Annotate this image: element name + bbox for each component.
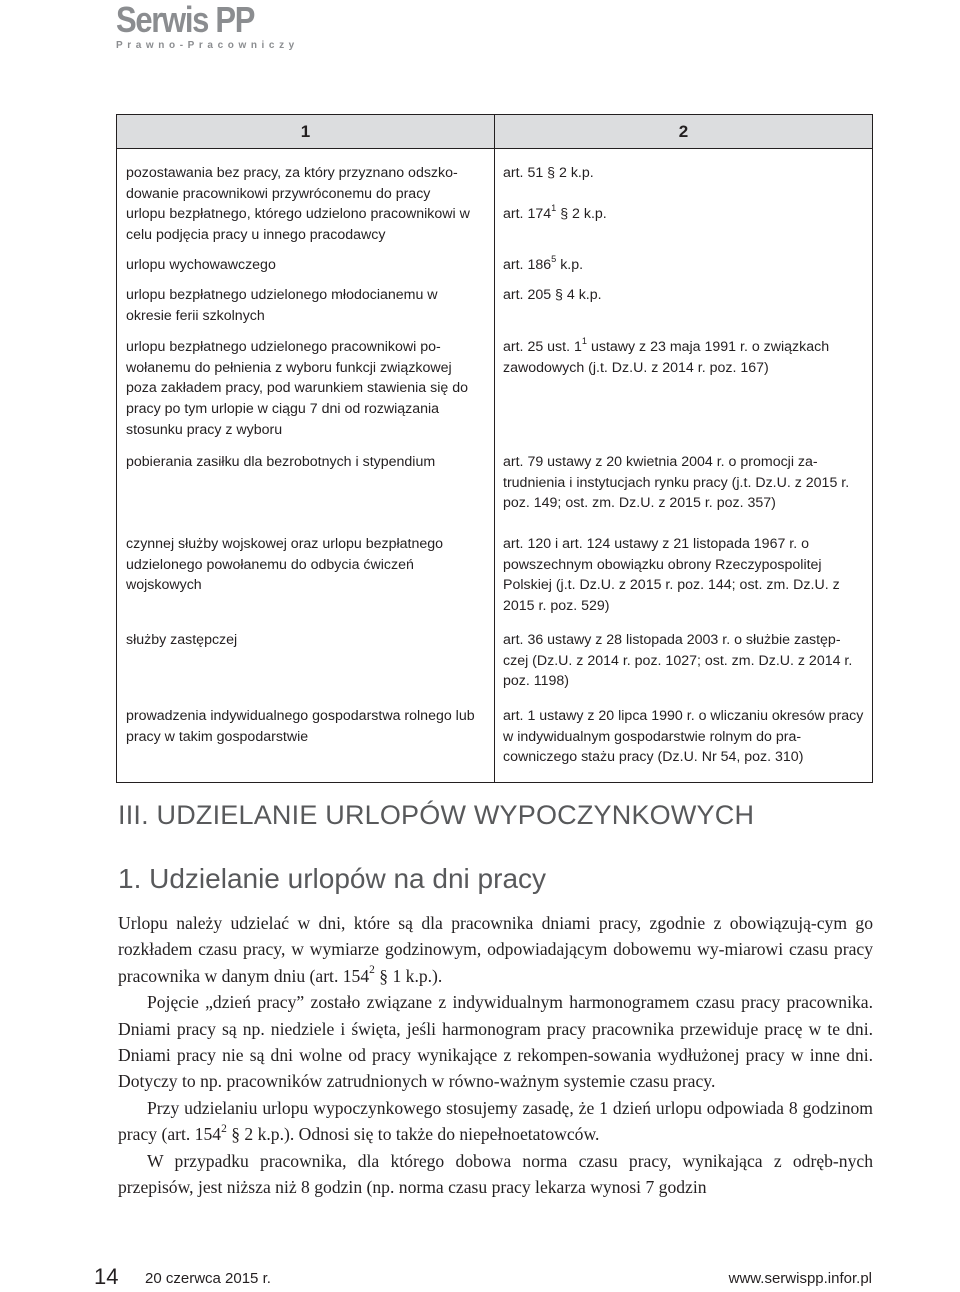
superscript: 1 (551, 203, 557, 214)
table-row (117, 245, 873, 276)
table-row (117, 204, 873, 245)
paragraph-text-end: § 1 k.p.). (374, 965, 443, 986)
legal-basis-text: art. 186 (503, 257, 552, 274)
paragraph (118, 910, 873, 989)
paragraph-text: Urlopu należy udzielać w dni, które są dla pracownika dniami pracy, zgodnie z obowiązują-cym go rozkładem czasu pracy, w wymiarze godzinowym, odpowiadającym dobowemu wy-miarowi czasu pracy pracownika w danym dniu (art. 154 (118, 913, 873, 986)
superscript: 2 (369, 964, 375, 977)
legal-basis-text: art. 25 ust. 1 (503, 339, 582, 356)
period-cell: służby zastępczej (117, 616, 495, 692)
period-cell: urlopu bezpłatnego, którego udzielono pracownikowi w celu podjęcia pracy u innego pracodawcy (117, 204, 495, 245)
paragraph: W przypadku pracownika, dla którego dobowa norma czasu pracy, wynikająca z odręb-nych przepisów, jest niższa niż 8 godzin (np. norma czasu pracy lekarza wynosi 7 godzin (118, 1150, 873, 1198)
legal-basis-cell (495, 149, 873, 205)
table-row (117, 514, 873, 616)
periods-table (116, 114, 873, 783)
period-cell: prowadzenia indywidualnego gospodarstwa rolnego lub pracy w takim gospodarstwie (117, 692, 495, 782)
legal-basis-cell (495, 692, 873, 782)
logo-subtitle: Prawno-Pracowniczy (116, 40, 299, 51)
legal-basis-cell (495, 276, 873, 326)
website-url: www.serwispp.infor.pl (728, 1270, 872, 1287)
legal-basis-cell (495, 616, 873, 692)
legal-basis-text: art. 174 (503, 206, 552, 223)
table-row (117, 326, 873, 440)
legal-basis-text-end: § 2 k.p. (556, 206, 607, 223)
period-cell: pozostawania bez pracy, za który przyznano odszko-dowanie pracownikowi przywróconemu do pracy (117, 149, 495, 205)
column-header-2: 2 (495, 115, 873, 149)
period-cell: urlopu wychowawczego (117, 245, 495, 276)
logo-title: Serwis PP (116, 0, 255, 40)
legal-basis-cell (495, 326, 873, 440)
table-row (117, 692, 873, 782)
table-row (117, 440, 873, 514)
table-row (117, 276, 873, 326)
paragraph-text: Przy udzielaniu urlopu wypoczynkowego stosujemy zasadę, że 1 dzień urlopu odpowiada 8 godzinom pracy (art. 154 (118, 1097, 873, 1145)
legal-basis-text: art. 205 § 4 k.p. (503, 286, 602, 303)
legal-basis-cell (495, 245, 873, 276)
superscript: 1 (581, 336, 588, 347)
page-number: 14 (94, 1264, 119, 1289)
period-cell: czynnej służby wojskowej oraz urlopu bezpłatnego udzielonego powołanemu do odbycia ćwiczeń wojskowych (117, 514, 495, 616)
table-row (117, 149, 873, 205)
paragraph-text-end: § 2 k.p.). Odnosi się to także do niepełnoetatowców. (226, 1124, 600, 1145)
table-header-row (117, 115, 873, 149)
legal-basis-text-end: ustawy z 23 maja 1991 r. o związkach zawodowych (j.t. Dz.U. z 2014 r. poz. 167) (503, 339, 830, 376)
section-heading: III. UDZIELANIE URLOPÓW WYPOCZYNKOWYCH (118, 800, 755, 830)
publication-logo (116, 2, 299, 52)
table-row (117, 616, 873, 692)
legal-basis-text: art. 1 ustawy z 20 lipca 1990 r. o wliczaniu okresów pracy w indywidualnym gospodarstwie rolnym do pra-cowniczego stażu pracy (Dz.U. Nr 54, poz. 310) (503, 708, 864, 766)
sub-heading: 1. Udzielanie urlopów na dni pracy (118, 863, 547, 894)
legal-basis-cell (495, 204, 873, 245)
legal-basis-cell (495, 440, 873, 514)
legal-basis-cell (495, 514, 873, 616)
legal-basis-text-end: k.p. (556, 257, 584, 274)
legal-basis-text: art. 120 i art. 124 ustawy z 21 listopada 1967 r. o powszechnym obowiązku obrony Rzeczypospolitej Polskiej (j.t. Dz.U. z 2015 r. poz. 144; ost. zm. Dz.U. z 2015 r. poz. 529) (503, 535, 840, 614)
article-body (118, 910, 873, 1200)
period-cell: urlopu bezpłatnego udzielonego młodocianemu w okresie ferii szkolnych (117, 276, 495, 326)
period-cell: urlopu bezpłatnego udzielonego pracownikowi po-wołanemu do pełnienia z wyboru funkcji związkowej poza zakładem pracy, pod warunkiem stawienia się do pracy po tym urlopie w ciągu 7 dni od rozwiązania stosunku pracy z wyboru (117, 326, 495, 440)
superscript: 5 (551, 254, 557, 265)
superscript: 2 (221, 1122, 227, 1135)
issue-date: 20 czerwca 2015 r. (145, 1270, 271, 1287)
paragraph (118, 1095, 873, 1148)
legal-basis-text: art. 51 § 2 k.p. (503, 165, 594, 181)
column-header-1: 1 (117, 115, 495, 149)
legal-basis-text: art. 36 ustawy z 28 listopada 2003 r. o służbie zastęp-czej (Dz.U. z 2014 r. poz. 1027; ost. zm. Dz.U. z 2014 r. poz. 1198) (503, 632, 853, 690)
period-cell: pobierania zasiłku dla bezrobotnych i stypendium (117, 440, 495, 514)
paragraph: Pojęcie „dzień pracy” zostało związane z indywidualnym harmonogramem czasu pracy pracownika. Dniami pracy są np. niedziele i święta, jeśli harmonogram pracy pracownika przewiduje pracę w te dni. Dniami pracy nie są dni wolne od pracy wynikające z rekompen-sowania wydłużonej pracy w inne dni. Dotyczy to np. pracowników zatrudnionych w równo-ważnym systemie czasu pracy. (118, 992, 873, 1092)
legal-basis-text: art. 79 ustawy z 20 kwietnia 2004 r. o promocji za-trudnienia i instytucjach rynku pracy (j.t. Dz.U. z 2015 r. poz. 149; ost. zm. Dz.U. z 2015 r. poz. 357) (503, 454, 850, 512)
